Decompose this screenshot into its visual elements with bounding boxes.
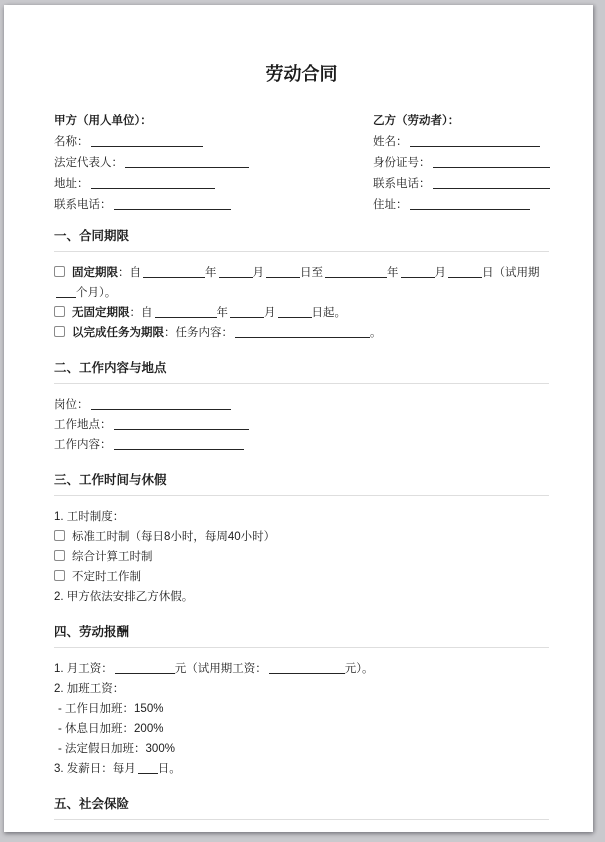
party-a-name-row [54,132,373,153]
section-term-body [54,263,549,343]
party-b-id-label: 身份证号： [373,157,431,169]
blank-end-day [448,265,482,278]
text-seg: 日。 [157,763,181,775]
text-seg: ：任务内容： [164,327,233,339]
task-term-line [54,323,549,343]
blank-start-day [266,265,300,278]
text-seg: 年 [387,267,399,279]
text-seg: 日起。 [311,307,346,319]
overtime-weekday-item: - 工作日加班：150% [58,703,164,715]
blank-probation-salary [269,661,345,674]
section-work [54,360,549,455]
task-term-checkbox[interactable] [54,326,65,337]
text-seg: 。 [370,327,382,339]
section-hours-heading: 三、工作时间与休假 [54,472,549,496]
blank-company-phone [114,197,231,210]
standard-hours-label: 标准工时制（每日8小时，每周40小时） [72,531,276,543]
blank-monthly-salary [115,661,175,674]
blank-company-address [91,176,215,189]
party-a-phone-label: 联系电话： [54,199,112,211]
section-work-heading: 二、工作内容与地点 [54,360,549,384]
party-a-address-row [54,174,373,195]
party-a-phone-row [54,195,373,216]
text-seg: 日至 [300,267,323,279]
text-seg: 月 [434,267,446,279]
fixed-term-wrap-line [54,283,549,303]
open-term-label: 无固定期限 [72,307,130,319]
flexible-hours-checkbox[interactable] [54,570,65,581]
flexible-hours-label: 不定时工作制 [72,571,141,583]
party-a-rep-row [54,153,373,174]
blank-company-name [91,134,203,147]
parties-block [54,111,549,216]
overtime-title: 2. 加班工资： [54,683,125,695]
blank-open-month [230,305,264,318]
section-insurance [54,796,549,820]
work-location-row [54,415,549,435]
text-seg: 月 [264,307,276,319]
comprehensive-hours-checkbox[interactable] [54,550,65,561]
blank-employee-name [410,134,540,147]
work-content-label: 工作内容： [54,439,112,451]
party-b-address-label: 住址： [373,199,408,211]
fixed-term-checkbox[interactable] [54,266,65,277]
work-location-label: 工作地点： [54,419,112,431]
salary-row [54,659,549,679]
text-seg: 元（试用期工资： [174,663,267,675]
text-seg: 个月）。 [76,287,117,299]
section-insurance-heading: 五、社会保险 [54,796,549,820]
task-term-label: 以完成任务为期限 [72,327,164,339]
party-b-name-label: 姓名： [373,136,408,148]
blank-end-month [401,265,435,278]
party-b-name-row [373,132,549,153]
blank-open-day [278,305,312,318]
party-b-block [373,111,549,216]
comprehensive-hours-option [54,547,549,567]
blank-start-year [143,265,205,278]
position-row [54,395,549,415]
party-a-heading: 甲方（用人单位）： [54,115,152,127]
text-seg: 1. 月工资： [54,663,113,675]
blank-open-year [155,305,217,318]
overtime-weekend-item: - 休息日加班：200% [58,723,164,735]
text-seg: 3. 发薪日：每月 [54,763,136,775]
text-seg: ：自 [129,307,153,319]
party-a-name-label: 名称： [54,136,89,148]
fixed-term-line [54,263,549,283]
blank-employee-address [410,197,530,210]
position-label: 岗位： [54,399,89,411]
party-b-phone-row [373,174,549,195]
party-b-address-row [373,195,549,216]
party-b-id-row [373,153,549,174]
section-work-body [54,395,549,455]
section-hours [54,472,549,607]
section-hours-body [54,507,549,607]
party-a-rep-label: 法定代表人： [54,157,123,169]
section-term [54,228,549,343]
blank-task-content [235,325,370,338]
work-content-row [54,435,549,455]
blank-employee-phone [433,176,550,189]
text-seg: 月 [252,267,264,279]
section-pay-heading: 四、劳动报酬 [54,624,549,648]
blank-end-year [325,265,387,278]
standard-hours-option [54,527,549,547]
payday-row [54,759,549,779]
flexible-hours-option [54,567,549,587]
blank-work-location [114,417,249,430]
party-b-phone-label: 联系电话： [373,178,431,190]
open-term-line [54,303,549,323]
text-seg: ：自 [118,267,141,279]
section-pay-body [54,659,549,779]
blank-legal-representative [125,155,249,168]
leave-clause: 2. 甲方依法安排乙方休假。 [54,591,194,603]
party-b-heading: 乙方（劳动者）： [373,115,460,127]
blank-work-content [114,437,244,450]
overtime-holiday-item: - 法定假日加班：300% [58,743,175,755]
comprehensive-hours-label: 综合计算工时制 [72,551,153,563]
party-a-address-label: 地址： [54,178,89,190]
blank-start-month [219,265,253,278]
text-seg: 年 [216,307,228,319]
blank-position [91,397,231,410]
section-term-heading: 一、合同期限 [54,228,549,252]
blank-probation-months [56,285,76,298]
contract-page [4,5,593,832]
standard-hours-checkbox[interactable] [54,530,65,541]
blank-id-number [433,155,550,168]
blank-payday [138,761,158,774]
party-a-block [54,111,373,216]
text-seg: 元）。 [344,663,374,675]
text-seg: 年 [205,267,217,279]
document-title: 劳动合同 [265,64,338,84]
fixed-term-label: 固定期限 [72,267,118,279]
open-term-checkbox[interactable] [54,306,65,317]
hours-system-label: 1. 工时制度： [54,511,125,523]
text-seg: 日（试用期 [482,267,540,279]
section-pay [54,624,549,779]
